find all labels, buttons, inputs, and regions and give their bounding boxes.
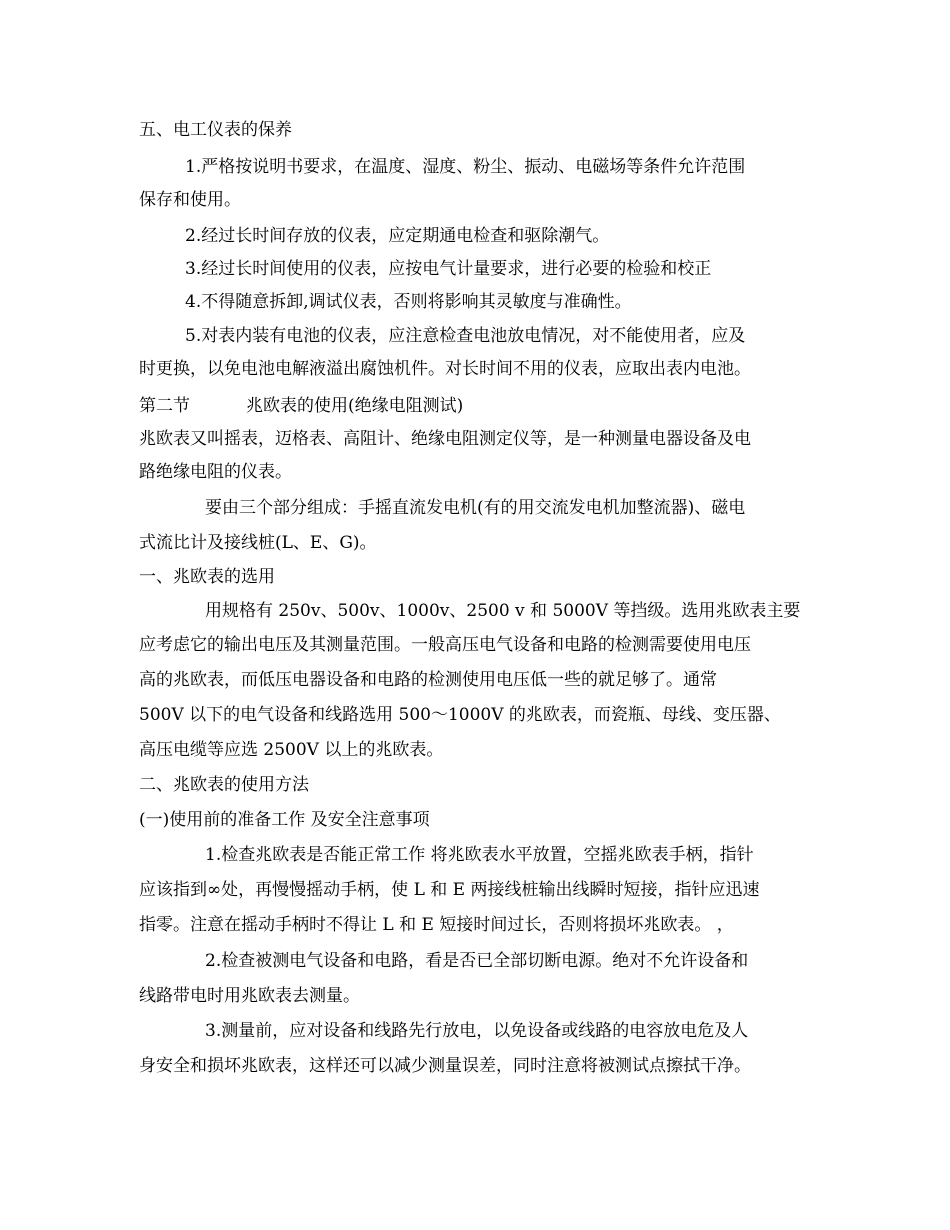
chapter-title: 兆欧表的使用(绝缘电阻测试): [246, 396, 464, 416]
paragraph-line: 用规格有 250v、500v、1000v、2500 v 和 5000V 等挡级。选用兆欧表主要: [205, 601, 801, 621]
paragraph-line: 要由三个部分组成：手摇直流发电机(有的用交流发电机加整流器)、磁电: [205, 498, 746, 518]
paragraph-line: 3.经过长时间使用的仪表，应按电气计量要求，进行必要的检验和校正: [185, 259, 712, 279]
paragraph-line: 应考虑它的输出电压及其测量范围。一般高压电气设备和电路的检测需要使用电压: [139, 635, 751, 655]
paragraph-line: 保存和使用。: [139, 190, 241, 210]
sub-subsection-heading: (一)使用前的准备工作 及安全注意事项: [139, 810, 430, 830]
paragraph-line: 身安全和损坏兆欧表，这样还可以减少测量误差，同时注意将被测试点擦拭干净。: [139, 1056, 751, 1076]
paragraph-line: 指零。注意在摇动手柄时不得让 L 和 E 短接时间过长，否则将损坏兆欧表。 ，: [139, 915, 734, 935]
subsection-heading: 一、兆欧表的选用: [139, 567, 275, 587]
paragraph-line: 高的兆欧表，而低压电器设备和电路的检测使用电压低一些的就足够了。通常: [139, 670, 717, 690]
paragraph-line: 3.测量前，应对设备和线路先行放电，以免设备或线路的电容放电危及人: [205, 1021, 749, 1041]
subsection-heading: 二、兆欧表的使用方法: [139, 775, 309, 795]
paragraph-line: 5.对表内装有电池的仪表，应注意检查电池放电情况，对不能使用者，应及: [185, 326, 746, 346]
paragraph-line: 4.不得随意拆卸,调试仪表，否则将影响其灵敏度与准确性。: [185, 292, 632, 312]
paragraph-line: 应该指到∞处，再慢慢摇动手柄，使 L 和 E 两接线桩输出线瞬时短接，指针应迅速: [139, 880, 760, 900]
paragraph-line: 2.检查被测电气设备和电路，看是否已全部切断电源。绝对不允许设备和: [205, 951, 749, 971]
section-5-heading: 五、电工仪表的保养: [139, 120, 292, 140]
paragraph-line: 路绝缘电阻的仪表。: [139, 462, 292, 482]
paragraph-line: 时更换，以免电池电解液溢出腐蚀机件。对长时间不用的仪表，应取出表内电池。: [139, 359, 751, 379]
paragraph-line: 1.严格按说明书要求，在温度、湿度、粉尘、振动、电磁场等条件允许范围: [185, 157, 746, 177]
paragraph-line: 式流比计及接线桩(L、E、G)。: [139, 533, 377, 553]
chapter-label: 第二节: [139, 396, 190, 416]
paragraph-line: 线路带电时用兆欧表去测量。: [139, 986, 360, 1006]
paragraph-line: 2.经过长时间存放的仪表，应定期通电检查和驱除潮气。: [185, 226, 610, 246]
paragraph-line: 高压电缆等应选 2500V 以上的兆欧表。: [139, 740, 444, 760]
paragraph-line: 1.检查兆欧表是否能正常工作 将兆欧表水平放置，空摇兆欧表手柄，指针: [205, 845, 754, 865]
paragraph-line: 兆欧表又叫摇表，迈格表、高阻计、绝缘电阻测定仪等，是一种测量电器设备及电: [139, 429, 751, 449]
chapter-heading: [139, 396, 463, 416]
paragraph-line: 500V 以下的电气设备和线路选用 500～1000V 的兆欧表，而瓷瓶、母线、变压器、: [139, 705, 781, 725]
